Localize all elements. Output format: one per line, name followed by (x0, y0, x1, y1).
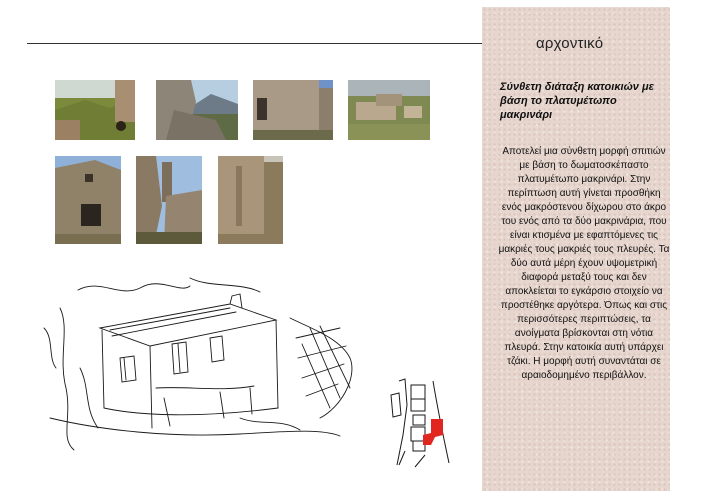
panel-body-text: Αποτελεί μια σύνθετη μορφή σπιτιών με βάση το δωματοσκέπαστο πλατυμέτωπο μακρινάρι. Στην περίπτωση αυτή γίνεται προσθήκη ενός μακρόστενου δίχωρου στο άκρο του ενός από τα δύο μακρινάρια, που είναι κτισμένα με εφαπτόμενες τις μακριές τους μακριές τους πλευρές. Τα δύο αυτά μέρη έχουν υψομετρική διαφορά μεταξύ τους και δεν αποκλείεται το εγκάρσιο στοιχείο να προστέθηκε αργότερα. Όπως και στις περισσότερες περιπτώσεις, τα ανοίγματα βρίσκονται στη νότια πλευρά. Στην κατοικία αυτή υπάρχει τζάκι. Η μορφή αυτή συναντάται σε αραιοδομημένο περιβάλλον. (498, 146, 670, 381)
photo-collapsed-walls (136, 156, 202, 244)
photo-stone-wall-door (253, 80, 333, 140)
section-title: αρχοντικό (536, 35, 604, 52)
photo-ruin-hillside (55, 80, 135, 140)
house-sketch (40, 268, 370, 453)
panel-subtitle: Σύνθετη διάταξη κατοικιών με βάση το πλατυμέτωπο μακρινάρι (500, 81, 654, 121)
photo-stone-house-window (55, 156, 121, 244)
header-rule (27, 43, 500, 44)
photo-ruin-mountain-view (156, 80, 238, 140)
site-plan (385, 375, 475, 470)
highlighted-building (423, 419, 443, 445)
photo-village-landscape (348, 80, 430, 140)
photo-wall-corner (218, 156, 283, 244)
